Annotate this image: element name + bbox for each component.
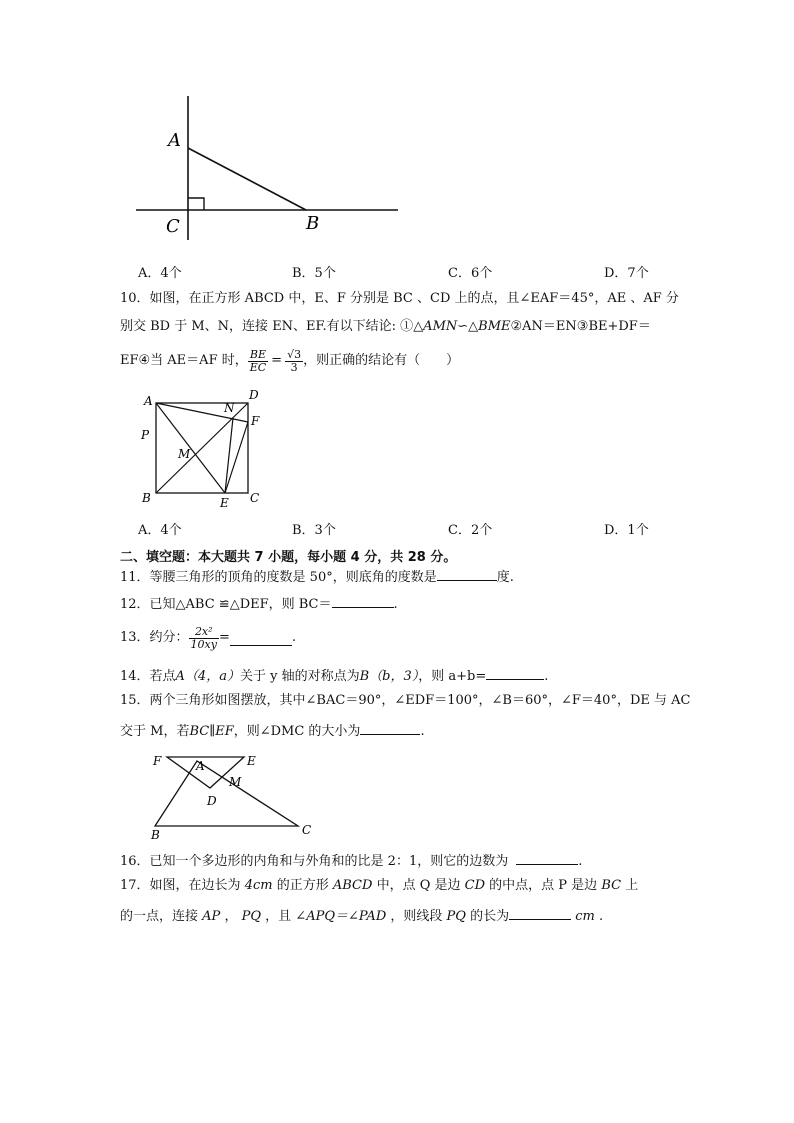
- q17-line1-post: 上: [625, 878, 639, 893]
- q16-answer-blank[interactable]: [516, 850, 578, 865]
- label-c: C: [302, 823, 312, 837]
- q17-side: 4cm: [244, 878, 273, 893]
- q17-pq: PQ: [241, 909, 261, 924]
- label-f: F: [251, 414, 260, 428]
- q17-line2-post: .: [599, 909, 604, 924]
- section2-heading: 二、填空题：本大题共 7 小题，每小题 4 分，共 28 分。: [120, 550, 457, 565]
- q15-line2-math: BC∥EF: [189, 724, 234, 739]
- label-n: N: [224, 401, 235, 415]
- label-e: E: [220, 496, 229, 510]
- q9-choice-d[interactable]: D．7个: [604, 266, 649, 281]
- figure-q15: [146, 748, 321, 842]
- label-c: C: [250, 491, 260, 505]
- q12-post: .: [393, 597, 398, 612]
- label-m: M: [178, 447, 191, 461]
- figure-q9: [130, 92, 410, 242]
- label-d: D: [249, 388, 259, 402]
- q15-line1-text: 15．两个三角形如图摆放，其中∠BAC＝90°，∠EDF＝100°，∠B＝60°，∠F＝40°，DE 与 AC: [120, 693, 691, 708]
- q12: [120, 593, 398, 614]
- q9-choice-c[interactable]: C．6个: [448, 266, 493, 281]
- q15-line1: [120, 692, 690, 710]
- q10-choice-d[interactable]: D．1个: [604, 523, 649, 538]
- q11-text: 11．等腰三角形的顶角的度数是 50°，则底角的度数是: [120, 570, 437, 585]
- q17-angle-eq: ∠APQ＝∠PAD: [295, 909, 387, 924]
- q13-fraction: [189, 626, 219, 651]
- q17-line2-mid: ，且: [265, 909, 292, 924]
- q16-post: .: [578, 854, 583, 869]
- q14-point-b: B（b，3）: [359, 669, 419, 684]
- q13-frac-den: 10xy: [190, 637, 217, 651]
- q10-line3-post: ，则正确的结论有（ ）: [303, 353, 460, 368]
- label-m: M: [229, 775, 242, 789]
- label-c: C: [166, 216, 180, 237]
- q12-text: 12．已知△ABC ≌△DEF，则 BC＝: [120, 597, 332, 612]
- q17-line2-mid3: 的长为: [470, 909, 510, 924]
- label-d: D: [207, 794, 217, 808]
- q10-line2-pre: 别交 BD 于 M、N，连接 EN、EF.有以下结论: ①: [120, 319, 414, 334]
- q17-answer-blank[interactable]: [509, 905, 571, 920]
- q14-point-a: A（4，a）: [175, 669, 240, 684]
- q11: [120, 566, 514, 587]
- q17-line1: [120, 877, 638, 895]
- label-b: B: [151, 828, 160, 842]
- q10-frac-den: EC: [249, 360, 267, 374]
- q17-line2-mid2: ，则线段: [390, 909, 443, 924]
- label-p: P: [141, 428, 150, 442]
- q14-answer-blank[interactable]: [486, 665, 544, 680]
- q10-fraction-be-ec: [248, 349, 268, 374]
- q17-line2-pre: 的一点，连接: [120, 909, 199, 924]
- q17-unit: cm: [575, 909, 595, 924]
- q16-text: 16．已知一个多边形的内角和与外角和的比是 2：1，则它的边数为: [120, 854, 509, 869]
- q10-line2-post: ②AN＝EN③BE+DF＝: [510, 319, 651, 334]
- q10-line3: [120, 344, 459, 378]
- label-b: B: [306, 213, 320, 234]
- q12-answer-blank[interactable]: [332, 593, 394, 608]
- q10-choice-c[interactable]: C．2个: [448, 523, 493, 538]
- q13-answer-blank[interactable]: [230, 631, 292, 646]
- q10-line3-pre: EF④当 AE＝AF 时，: [120, 353, 248, 368]
- q10-line2-math: △AMN∽△BME: [413, 319, 511, 334]
- q10-sqrt-den: 3: [290, 360, 298, 374]
- q13: [120, 620, 296, 656]
- segment-ae: [156, 403, 225, 493]
- label-a: A: [168, 130, 181, 151]
- q10-frac-num: BE: [248, 349, 268, 362]
- q15-line2: [120, 720, 425, 741]
- q10-sqrt-num: √3: [287, 347, 302, 361]
- q10-line1-text: 10．如图，在正方形 ABCD 中，E、F 分别是 BC 、CD 上的点，且∠EAF＝45°，AE 、AF 分: [120, 291, 679, 306]
- q17-pq2: PQ: [446, 909, 466, 924]
- q15-line2-pre: 交于 M，若: [120, 724, 190, 739]
- figure-q10: [138, 386, 273, 514]
- q13-text: 13．约分：: [120, 630, 189, 645]
- q10-fraction-sqrt3-3: [285, 349, 303, 374]
- q17-ap: AP: [202, 909, 221, 924]
- triangle-abc: [155, 761, 298, 826]
- q11-answer-blank[interactable]: [437, 566, 497, 581]
- label-b: B: [142, 491, 151, 505]
- q9-choice-b[interactable]: B．5个: [292, 266, 336, 281]
- q11-post: 度.: [496, 570, 514, 585]
- q10-line2: [120, 318, 651, 336]
- q17-cd: CD: [464, 878, 486, 893]
- q13-eq: =: [218, 630, 230, 645]
- q14: [120, 665, 548, 686]
- right-angle-mark: [188, 198, 204, 210]
- q14-text: 14．若点: [120, 669, 176, 684]
- q10-line1: [120, 290, 679, 308]
- label-e: E: [247, 754, 256, 768]
- q9-choice-a[interactable]: A．4个: [138, 266, 182, 281]
- q13-post: .: [291, 630, 297, 645]
- label-a: A: [196, 759, 205, 773]
- q17-bc: BC: [601, 878, 622, 893]
- q14-post: .: [544, 669, 549, 684]
- q17-line1-pre: 17．如图，在边长为: [120, 878, 241, 893]
- q10-choice-a[interactable]: A．4个: [138, 523, 182, 538]
- q14-mid2: ，则 a+b=: [418, 669, 487, 684]
- q14-mid: 关于 y 轴的对称点为: [239, 669, 360, 684]
- q17-line1-mid: 的正方形: [276, 878, 329, 893]
- q13-frac-num: 2x²: [189, 626, 219, 639]
- label-a: A: [144, 394, 153, 408]
- q17-line1-mid2: 中，点 Q 是边: [376, 878, 461, 893]
- q15-line2-post: .: [420, 724, 425, 739]
- q15-answer-blank[interactable]: [360, 720, 420, 735]
- q16: [120, 850, 582, 871]
- q17-line1-mid3: 的中点，点 P 是边: [489, 878, 598, 893]
- q17-comma: ，: [224, 909, 238, 924]
- q17-square: ABCD: [332, 878, 373, 893]
- q10-eq: =: [271, 353, 283, 368]
- q15-line2-mid: ，则∠DMC 的大小为: [233, 724, 361, 739]
- segment-ab: [188, 148, 306, 210]
- q17-line2: [120, 905, 603, 926]
- label-f: F: [153, 754, 162, 768]
- q10-choice-b[interactable]: B．3个: [292, 523, 336, 538]
- diagonal-bd: [156, 403, 248, 493]
